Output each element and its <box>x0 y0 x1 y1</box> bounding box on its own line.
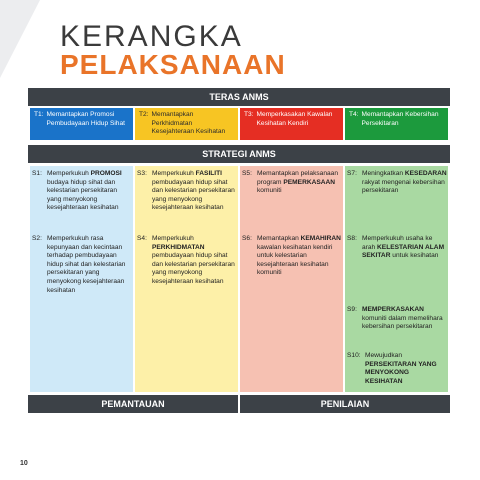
strategy-keyword: MEMPERKASAKAN <box>362 306 424 313</box>
strategy-text: komuniti <box>257 187 282 195</box>
strategy-item-s2 <box>32 235 132 295</box>
strategy-code: S6: <box>242 235 252 242</box>
teras-t4 <box>345 108 448 140</box>
strategy-text: Memperkukuh <box>47 170 91 177</box>
teras-t2-text: Memantapkan Perkhidmatan Kesejahteraan Kesihatan <box>151 111 226 136</box>
strategy-item-s6 <box>242 235 342 278</box>
strategy-item-s3 <box>137 170 237 213</box>
strategy-text: untuk kesihatan <box>390 252 439 260</box>
strategy-item-s7 <box>347 170 447 196</box>
strategy-text: Memperkukuh <box>152 170 196 177</box>
strategy-code: S10: <box>347 352 361 359</box>
strategy-text: rakyat mengenai kebersihan persekitaran <box>362 178 445 195</box>
strategy-item-s10 <box>347 352 447 386</box>
strategy-code: S3: <box>137 170 147 177</box>
page-number: 10 <box>20 460 28 467</box>
strategy-item-s1 <box>32 170 132 213</box>
strategy-code: S5: <box>242 170 252 177</box>
strategy-code: S1: <box>32 170 42 177</box>
strategy-text: Mewujudkan <box>365 352 403 359</box>
strategy-text: budaya hidup sihat dan kelestarian persekitaran yang menyokong kesejahteraan kesihatan <box>47 178 119 212</box>
strategy-item-s4 <box>137 235 237 287</box>
strategy-item-s8 <box>347 235 447 261</box>
teras-t3-code: T3: <box>244 111 254 118</box>
strategy-keyword: KEMAHIRAN <box>300 235 341 242</box>
teras-t4-code: T4: <box>349 111 359 118</box>
background-shape <box>0 0 40 78</box>
teras-t3 <box>240 108 343 140</box>
strategy-text: Memantapkan pelaksanaan program <box>257 170 339 186</box>
strategy-code: S9: <box>347 306 357 313</box>
strategy-keyword: KELESTARIAN ALAM SEKITAR <box>362 243 445 260</box>
teras-t1-text: Memantapkan Promosi Pembudayaan Hidup Sihat <box>46 111 125 127</box>
strategy-item-s5 <box>242 170 342 196</box>
strategy-code: S2: <box>32 235 42 242</box>
strategy-keyword: FASILITI <box>195 170 222 177</box>
strategy-code: S4: <box>137 235 147 242</box>
teras-heading: TERAS ANMS <box>28 88 450 106</box>
strategy-text: Memperkukuh rasa kepunyaan dan kecintaan terhadap pembudayaan hidup sihat dan kelestarian persekitaran yang menyokong kesejahteraan kesihatan <box>47 235 126 294</box>
teras-t4-text: Memantapkan Kebersihan Persekitaran <box>361 111 439 127</box>
strategy-text: pembudayaan hidup sihat dan kelestarian persekitaran yang menyokong kesejahteraan kesihatan <box>152 252 235 285</box>
penilaian-bar: PENILAIAN <box>240 395 450 413</box>
teras-t2-code: T2: <box>139 111 149 118</box>
strategy-text: pembudayaan hidup sihat dan kelestarian persekitaran yang menyokong kesejahteraan kesihatan <box>152 178 235 212</box>
strategy-text: kawalan kesihatan kendiri untuk kelestarian kesejahteraan kesihatan komuniti <box>257 243 333 277</box>
teras-t1 <box>30 108 133 140</box>
strategy-text: Memperkukuh <box>152 235 194 242</box>
strategy-text: komuniti dalam memelihara kebersihan persekitaran <box>362 314 443 331</box>
strategy-code: S7: <box>347 170 357 177</box>
strategy-keyword: KESEDARAN <box>404 170 447 177</box>
strategy-text: Memantapkan <box>257 235 301 242</box>
strategy-keyword: PEMERKASAAN <box>283 178 336 186</box>
strategy-text: Meningkatkan <box>362 170 405 177</box>
teras-t1-code: T1: <box>34 111 44 118</box>
teras-t3-text: Memperkasakan Kawalan Kesihatan Kendiri <box>256 111 333 127</box>
page-title-line2: PELAKSANAAN <box>60 49 286 80</box>
strategy-keyword: PERKHIDMATAN <box>152 243 205 251</box>
teras-t2 <box>135 108 238 140</box>
strategy-code: S8: <box>347 235 357 242</box>
strategi-heading: STRATEGI ANMS <box>28 145 450 163</box>
pemantauan-bar: PEMANTAUAN <box>28 395 238 413</box>
strategy-keyword: PROMOSI <box>90 170 122 177</box>
page-title-line1: KERANGKA <box>60 20 243 53</box>
strategy-text: Memperkukuh usaha ke arah <box>362 235 433 251</box>
strategy-keyword: PERSEKITARAN YANG MENYOKONG KESIHATAN <box>365 360 437 385</box>
strategy-column-3 <box>240 166 343 392</box>
strategy-item-s9 <box>347 306 447 332</box>
